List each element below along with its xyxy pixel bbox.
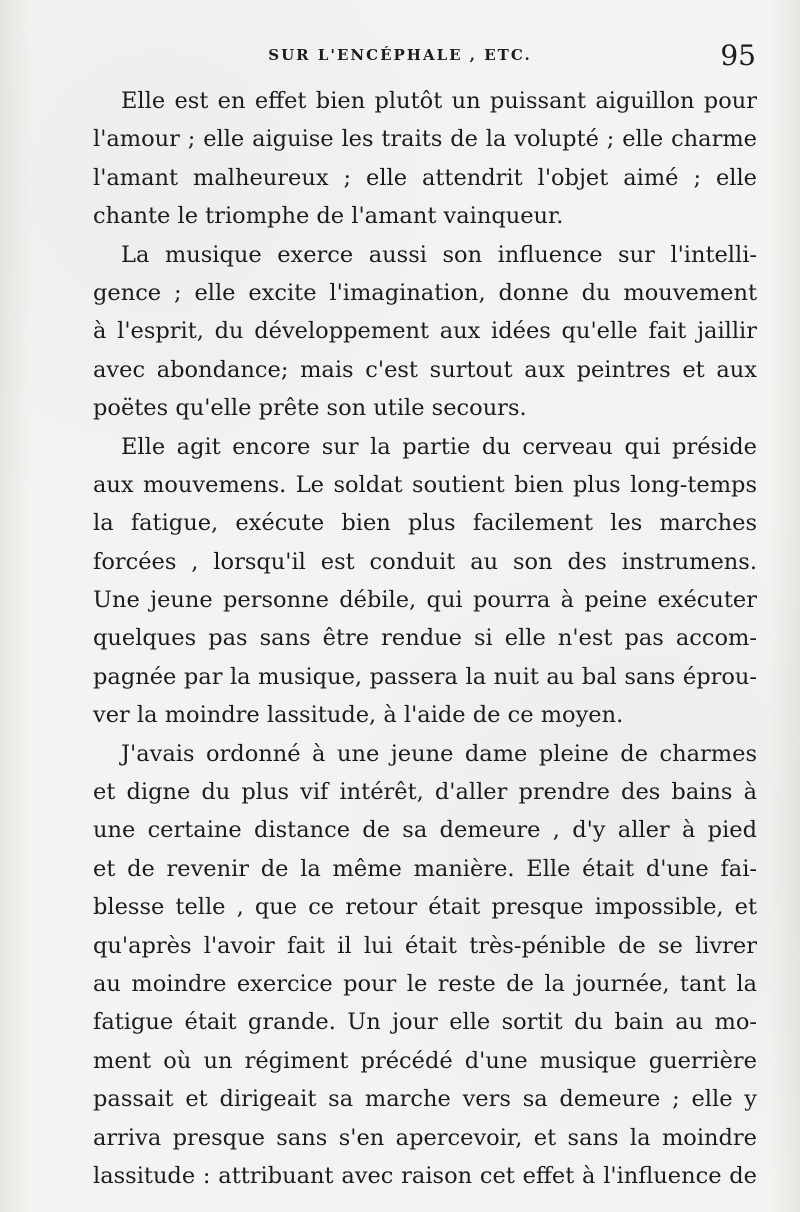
running-head	[0, 39, 800, 72]
text-line: Elle est en effet bien plutôt un puissant aiguillon pour	[121, 88, 757, 114]
text-line: gence ; elle excite l'imagination, donne du mouvement	[93, 279, 757, 306]
text-line: J'avais ordonné à une jeune dame pleine de charmes	[121, 740, 757, 767]
text-line: au moindre exercice pour le reste de la journée, tant la	[93, 970, 757, 997]
text-line: blesse telle , que ce retour était presque impossible, et	[93, 894, 757, 921]
text-line: et de revenir de la même manière. Elle était d'une fai-	[93, 855, 757, 882]
text-line: pagnée par la musique, passera la nuit au bal sans éprou-	[93, 663, 757, 690]
text-line: chante le triomphe de l'amant vainqueur.	[93, 203, 564, 230]
text-line: qu'après l'avoir fait il lui était très-pénible de se livrer	[93, 932, 757, 959]
text-line: arriva presque sans s'en apercevoir, et sans la moindre	[93, 1124, 757, 1151]
text-line: l'amour ; elle aiguise les traits de la volupté ; elle charme	[93, 126, 757, 153]
text-line: lassitude : attribuant avec raison cet effet à l'influence de	[93, 1162, 757, 1189]
text-line: forcées , lorsqu'il est conduit au son des instrumens.	[93, 548, 757, 575]
page-number: 95	[720, 39, 756, 72]
text-line: Elle agit encore sur la partie du cerveau qui préside	[121, 433, 757, 460]
text-line: poëtes qu'elle prête son utile secours.	[93, 395, 527, 422]
text-line: avec abondance; mais c'est surtout aux peintres et aux	[93, 356, 757, 383]
text-line: et digne du plus vif intérêt, d'aller prendre des bains à	[93, 779, 757, 806]
text-line: La musique exerce aussi son influence sur l'intelli-	[121, 241, 757, 268]
text-line: l'amant malheureux ; elle attendrit l'objet aimé ; elle	[93, 164, 757, 191]
text-line: quelques pas sans être rendue si elle n'est pas accom-	[93, 625, 757, 652]
text-line: une certaine distance de sa demeure , d'y aller à pied	[93, 817, 757, 844]
text-line: passait et dirigeait sa marche vers sa demeure ; elle y	[93, 1086, 757, 1113]
text-line: ment où un régiment précédé d'une musique guerrière	[93, 1047, 757, 1074]
text-line: Une jeune personne débile, qui pourra à peine exécuter	[93, 587, 757, 614]
running-title: SUR L'ENCÉPHALE , ETC.	[268, 46, 532, 64]
text-line: fatigue était grande. Un jour elle sortit du bain au mo-	[93, 1009, 757, 1036]
text-line: à l'esprit, du développement aux idées qu'elle fait jaillir	[93, 318, 757, 345]
text-line: la fatigue, exécute bien plus facilement les marches	[93, 510, 757, 537]
text-line: aux mouvemens. Le soldat soutient bien plus long-temps	[93, 471, 757, 498]
text-line: ver la moindre lassitude, à l'aide de ce moyen.	[93, 702, 624, 729]
body-text	[93, 82, 757, 1195]
